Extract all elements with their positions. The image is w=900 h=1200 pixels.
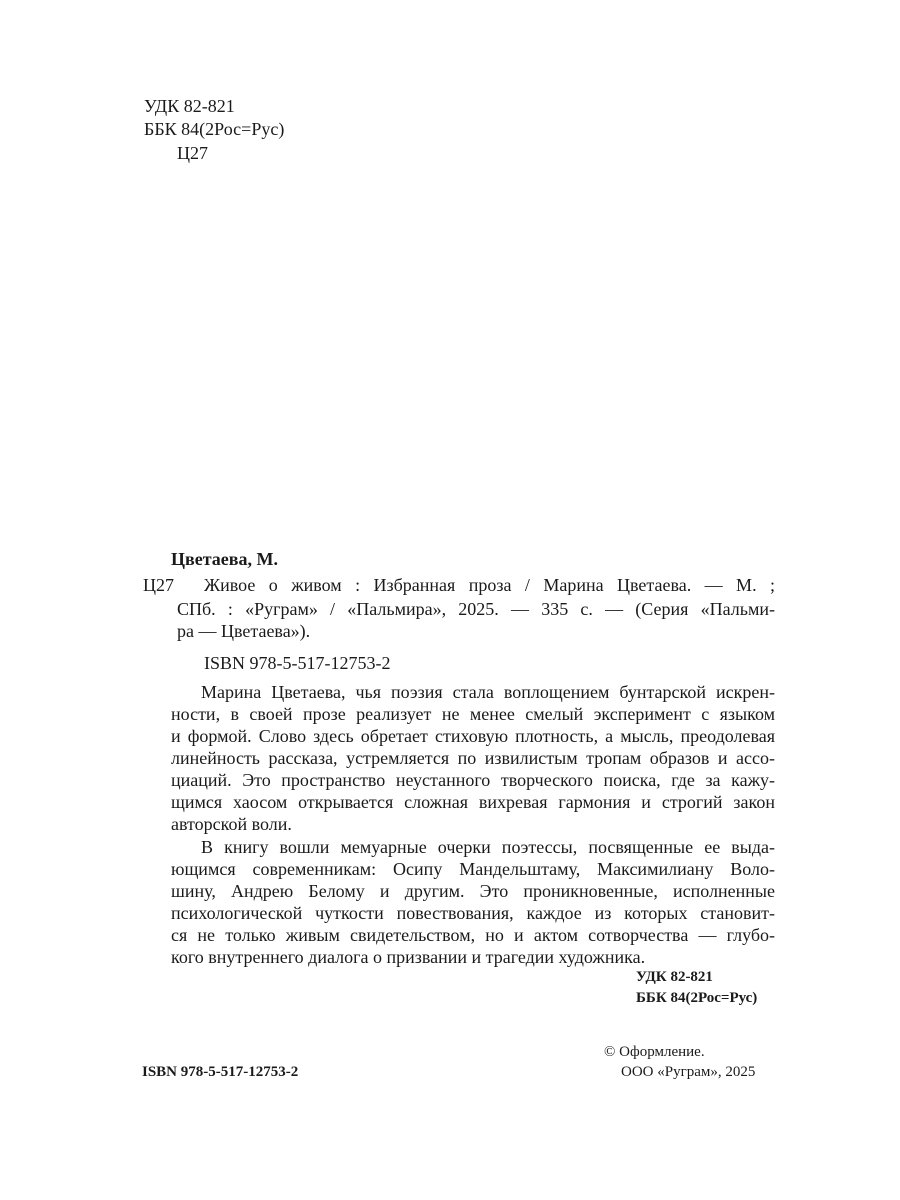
annotation-paragraph-2 [171, 836, 775, 968]
annotation-line: Марина Цветаева, чья поэзия стала воплощением бунтарской искрен- [201, 682, 775, 702]
author-sign-header: Ц27 [177, 143, 208, 163]
annotation-line: ся не только живым свидетельством, но и актом сотворчества — глубо- [171, 925, 775, 945]
copyright-line-1: © Оформление. [604, 1044, 705, 1060]
annotation-line: В книгу вошли мемуарные очерки поэтессы, посвященные ее выда- [201, 837, 775, 857]
record-description [204, 574, 775, 596]
annotation-line: шину, Андрею Белому и другим. Это проникновенные, исполненные [171, 881, 775, 901]
record-description-line: Живое о живом : Избранная проза / Марина Цветаева. — М. ; [204, 575, 775, 595]
isbn-footer: ISBN 978-5-517-12753-2 [142, 1064, 299, 1080]
annotation-line: авторской воли. [171, 814, 292, 834]
record-description-cont [177, 598, 775, 642]
record-isbn: ISBN 978-5-517-12753-2 [204, 653, 391, 673]
bbk-footer: ББК 84(2Рос=Рус) [636, 990, 758, 1006]
record-author: Цветаева, М. [171, 549, 278, 569]
udk-footer: УДК 82-821 [636, 969, 713, 985]
annotation-line: ющимся современникам: Осипу Мандельштаму, Максимилиану Воло- [171, 859, 775, 879]
record-description-line: ра — Цветаева»). [177, 621, 311, 641]
record-sign: Ц27 [143, 575, 174, 595]
annotation-line: ности, в своей прозе реализует не менее смелый эксперимент с языком [171, 704, 775, 724]
annotation-line: щимся хаосом открывается сложная вихревая гармония и строгий закон [171, 792, 775, 812]
udk-header: УДК 82-821 [144, 96, 235, 116]
copyright-line-2: ООО «Руграм», 2025 [621, 1064, 756, 1080]
annotation-line: и формой. Слово здесь обретает стиховую плотность, а мысль, преодолевая [171, 726, 775, 746]
bbk-header: ББК 84(2Рос=Рус) [144, 119, 285, 139]
annotation-paragraph-1 [171, 681, 775, 835]
record-description-line: СПб. : «Руграм» / «Пальмира», 2025. — 335 с. — (Серия «Пальми- [177, 599, 775, 619]
annotation-line: кого внутреннего диалога о призвании и трагедии художника. [171, 947, 646, 967]
annotation-line: линейность рассказа, устремляется по извилистым тропам образов и ассо- [171, 748, 775, 768]
annotation-line: психологической чуткости повествования, каждое из которых становит- [171, 903, 775, 923]
annotation-line: циаций. Это пространство неустанного творческого поиска, где за кажу- [171, 770, 775, 790]
